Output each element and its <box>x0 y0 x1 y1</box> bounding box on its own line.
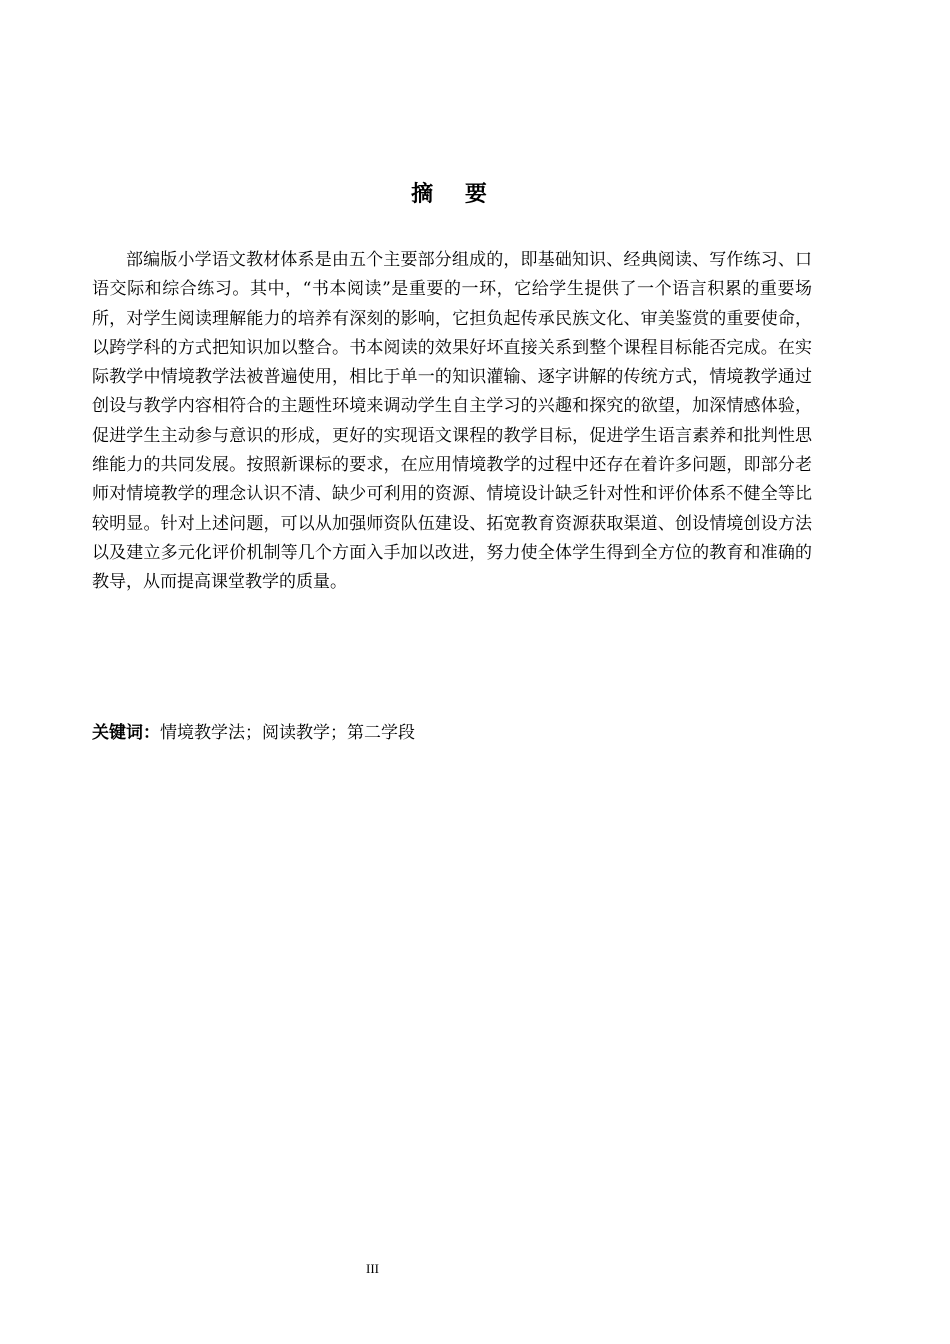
abstract-title: 摘 要 <box>411 182 499 207</box>
keywords-label: 关键词： <box>92 723 160 743</box>
keywords-line <box>92 720 812 746</box>
page-number: III <box>366 1261 379 1276</box>
abstract-body: 部编版小学语文教材体系是由五个主要部分组成的，即基础知识、经典阅读、写作练习、口语交际和综合练习。其中，“书本阅读”是重要的一环，它给学生提供了一个语言积累的重要场所，对学生阅读理解能力的培养有深刻的影响，它担负起传承民族文化、审美鉴赏的重要使命，以跨学科的方式把知识加以整合。书本阅读的效果好坏直接关系到整个课程目标能否完成。在实际教学中情境教学法被普遍使用，相比于单一的知识灌输、逐字讲解的传统方式，情境教学通过创设与教学内容相符合的主题性环境来调动学生自主学习的兴趣和探究的欲望，加深情感体验，促进学生主动参与意识的形成，更好的实现语文课程的教学目标，促进学生语言素养和批判性思维能力的共同发展。按照新课标的要求，在应用情境教学的过程中还存在着许多问题，即部分老师对情境教学的理念认识不清、缺少可利用的资源、情境设计缺乏针对性和评价体系不健全等比较明显。针对上述问题，可以从加强师资队伍建设、拓宽教育资源获取渠道、创设情境创设方法以及建立多元化评价机制等几个方面入手加以改进，努力使全体学生得到全方位的教育和准确的教导，从而提高课堂教学的质量。 <box>92 250 812 593</box>
keywords-value: 情境教学法；阅读教学；第二学段 <box>160 723 415 743</box>
